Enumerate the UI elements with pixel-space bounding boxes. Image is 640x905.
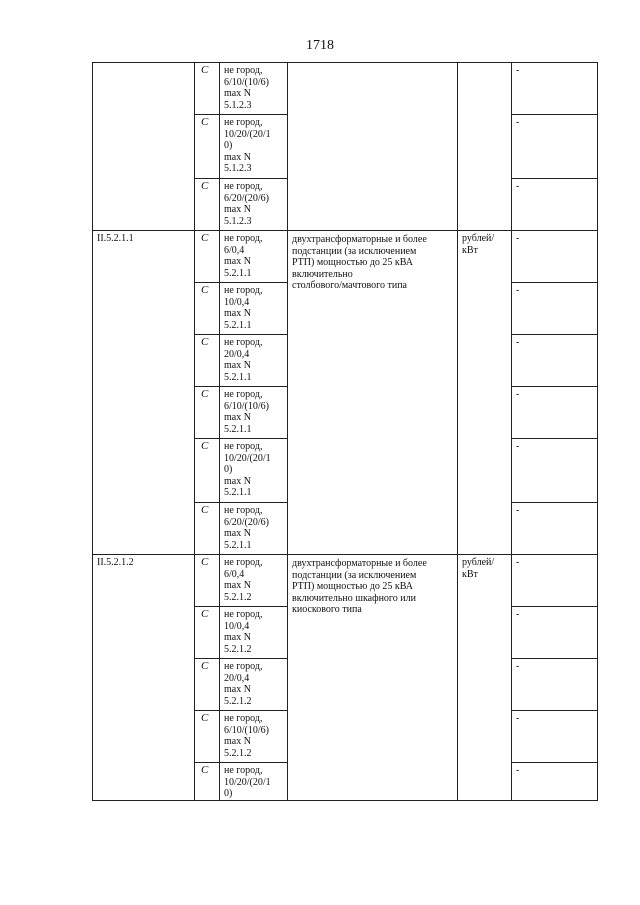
category-cell: C bbox=[195, 607, 220, 659]
page-number: 1718 bbox=[306, 38, 334, 53]
description-cell bbox=[288, 63, 458, 231]
value-cell: - bbox=[512, 763, 598, 801]
category-cell: C bbox=[195, 659, 220, 711]
code-cell bbox=[93, 63, 195, 231]
table-row bbox=[93, 63, 598, 115]
condition-cell: не город, 6/20/(20/6) max N 5.1.2.3 bbox=[220, 179, 288, 231]
condition-cell: не город, 6/0,4 max N 5.2.1.1 bbox=[220, 231, 288, 283]
value-cell: - bbox=[512, 555, 598, 607]
category-cell: C bbox=[195, 179, 220, 231]
value-cell: - bbox=[512, 387, 598, 439]
category-cell: C bbox=[195, 763, 220, 801]
category-cell: C bbox=[195, 231, 220, 283]
value-cell: - bbox=[512, 283, 598, 335]
condition-cell: не город, 6/10/(10/6) max N 5.1.2.3 bbox=[220, 63, 288, 115]
category-cell: C bbox=[195, 283, 220, 335]
tariff-table bbox=[92, 62, 598, 801]
description-cell: двухтрансформаторные и более подстанции (за исключением РТП) мощностью до 25 кВА включительно столбового/мачтового типа bbox=[288, 231, 458, 555]
unit-cell: рублей/ кВт bbox=[458, 555, 512, 801]
value-cell: - bbox=[512, 179, 598, 231]
value-cell: - bbox=[512, 711, 598, 763]
condition-cell: не город, 6/10/(10/6) max N 5.2.1.1 bbox=[220, 387, 288, 439]
unit-cell bbox=[458, 63, 512, 231]
unit-cell: рублей/ кВт bbox=[458, 231, 512, 555]
value-cell: - bbox=[512, 63, 598, 115]
category-cell: C bbox=[195, 387, 220, 439]
description-cell: двухтрансформаторные и более подстанции (за исключением РТП) мощностью до 25 кВА включительно шкафного или киоскового типа bbox=[288, 555, 458, 801]
category-cell: C bbox=[195, 439, 220, 503]
table-row bbox=[93, 555, 598, 607]
value-cell: - bbox=[512, 439, 598, 503]
category-cell: C bbox=[195, 115, 220, 179]
condition-cell: не город, 20/0,4 max N 5.2.1.1 bbox=[220, 335, 288, 387]
condition-cell: не город, 10/0,4 max N 5.2.1.2 bbox=[220, 607, 288, 659]
code-cell: II.5.2.1.1 bbox=[93, 231, 195, 555]
code-cell: II.5.2.1.2 bbox=[93, 555, 195, 801]
category-cell: C bbox=[195, 63, 220, 115]
condition-cell: не город, 10/20/(20/1 0) bbox=[220, 763, 288, 801]
value-cell: - bbox=[512, 115, 598, 179]
condition-cell: не город, 10/20/(20/1 0) max N 5.2.1.1 bbox=[220, 439, 288, 503]
condition-cell: не город, 20/0,4 max N 5.2.1.2 bbox=[220, 659, 288, 711]
condition-cell: не город, 6/10/(10/6) max N 5.2.1.2 bbox=[220, 711, 288, 763]
condition-cell: не город, 10/0,4 max N 5.2.1.1 bbox=[220, 283, 288, 335]
table-row bbox=[93, 231, 598, 283]
value-cell: - bbox=[512, 503, 598, 555]
category-cell: C bbox=[195, 503, 220, 555]
condition-cell: не город, 6/0,4 max N 5.2.1.2 bbox=[220, 555, 288, 607]
condition-cell: не город, 6/20/(20/6) max N 5.2.1.1 bbox=[220, 503, 288, 555]
category-cell: C bbox=[195, 711, 220, 763]
condition-cell: не город, 10/20/(20/1 0) max N 5.1.2.3 bbox=[220, 115, 288, 179]
value-cell: - bbox=[512, 231, 598, 283]
value-cell: - bbox=[512, 607, 598, 659]
value-cell: - bbox=[512, 335, 598, 387]
category-cell: C bbox=[195, 335, 220, 387]
value-cell: - bbox=[512, 659, 598, 711]
category-cell: C bbox=[195, 555, 220, 607]
